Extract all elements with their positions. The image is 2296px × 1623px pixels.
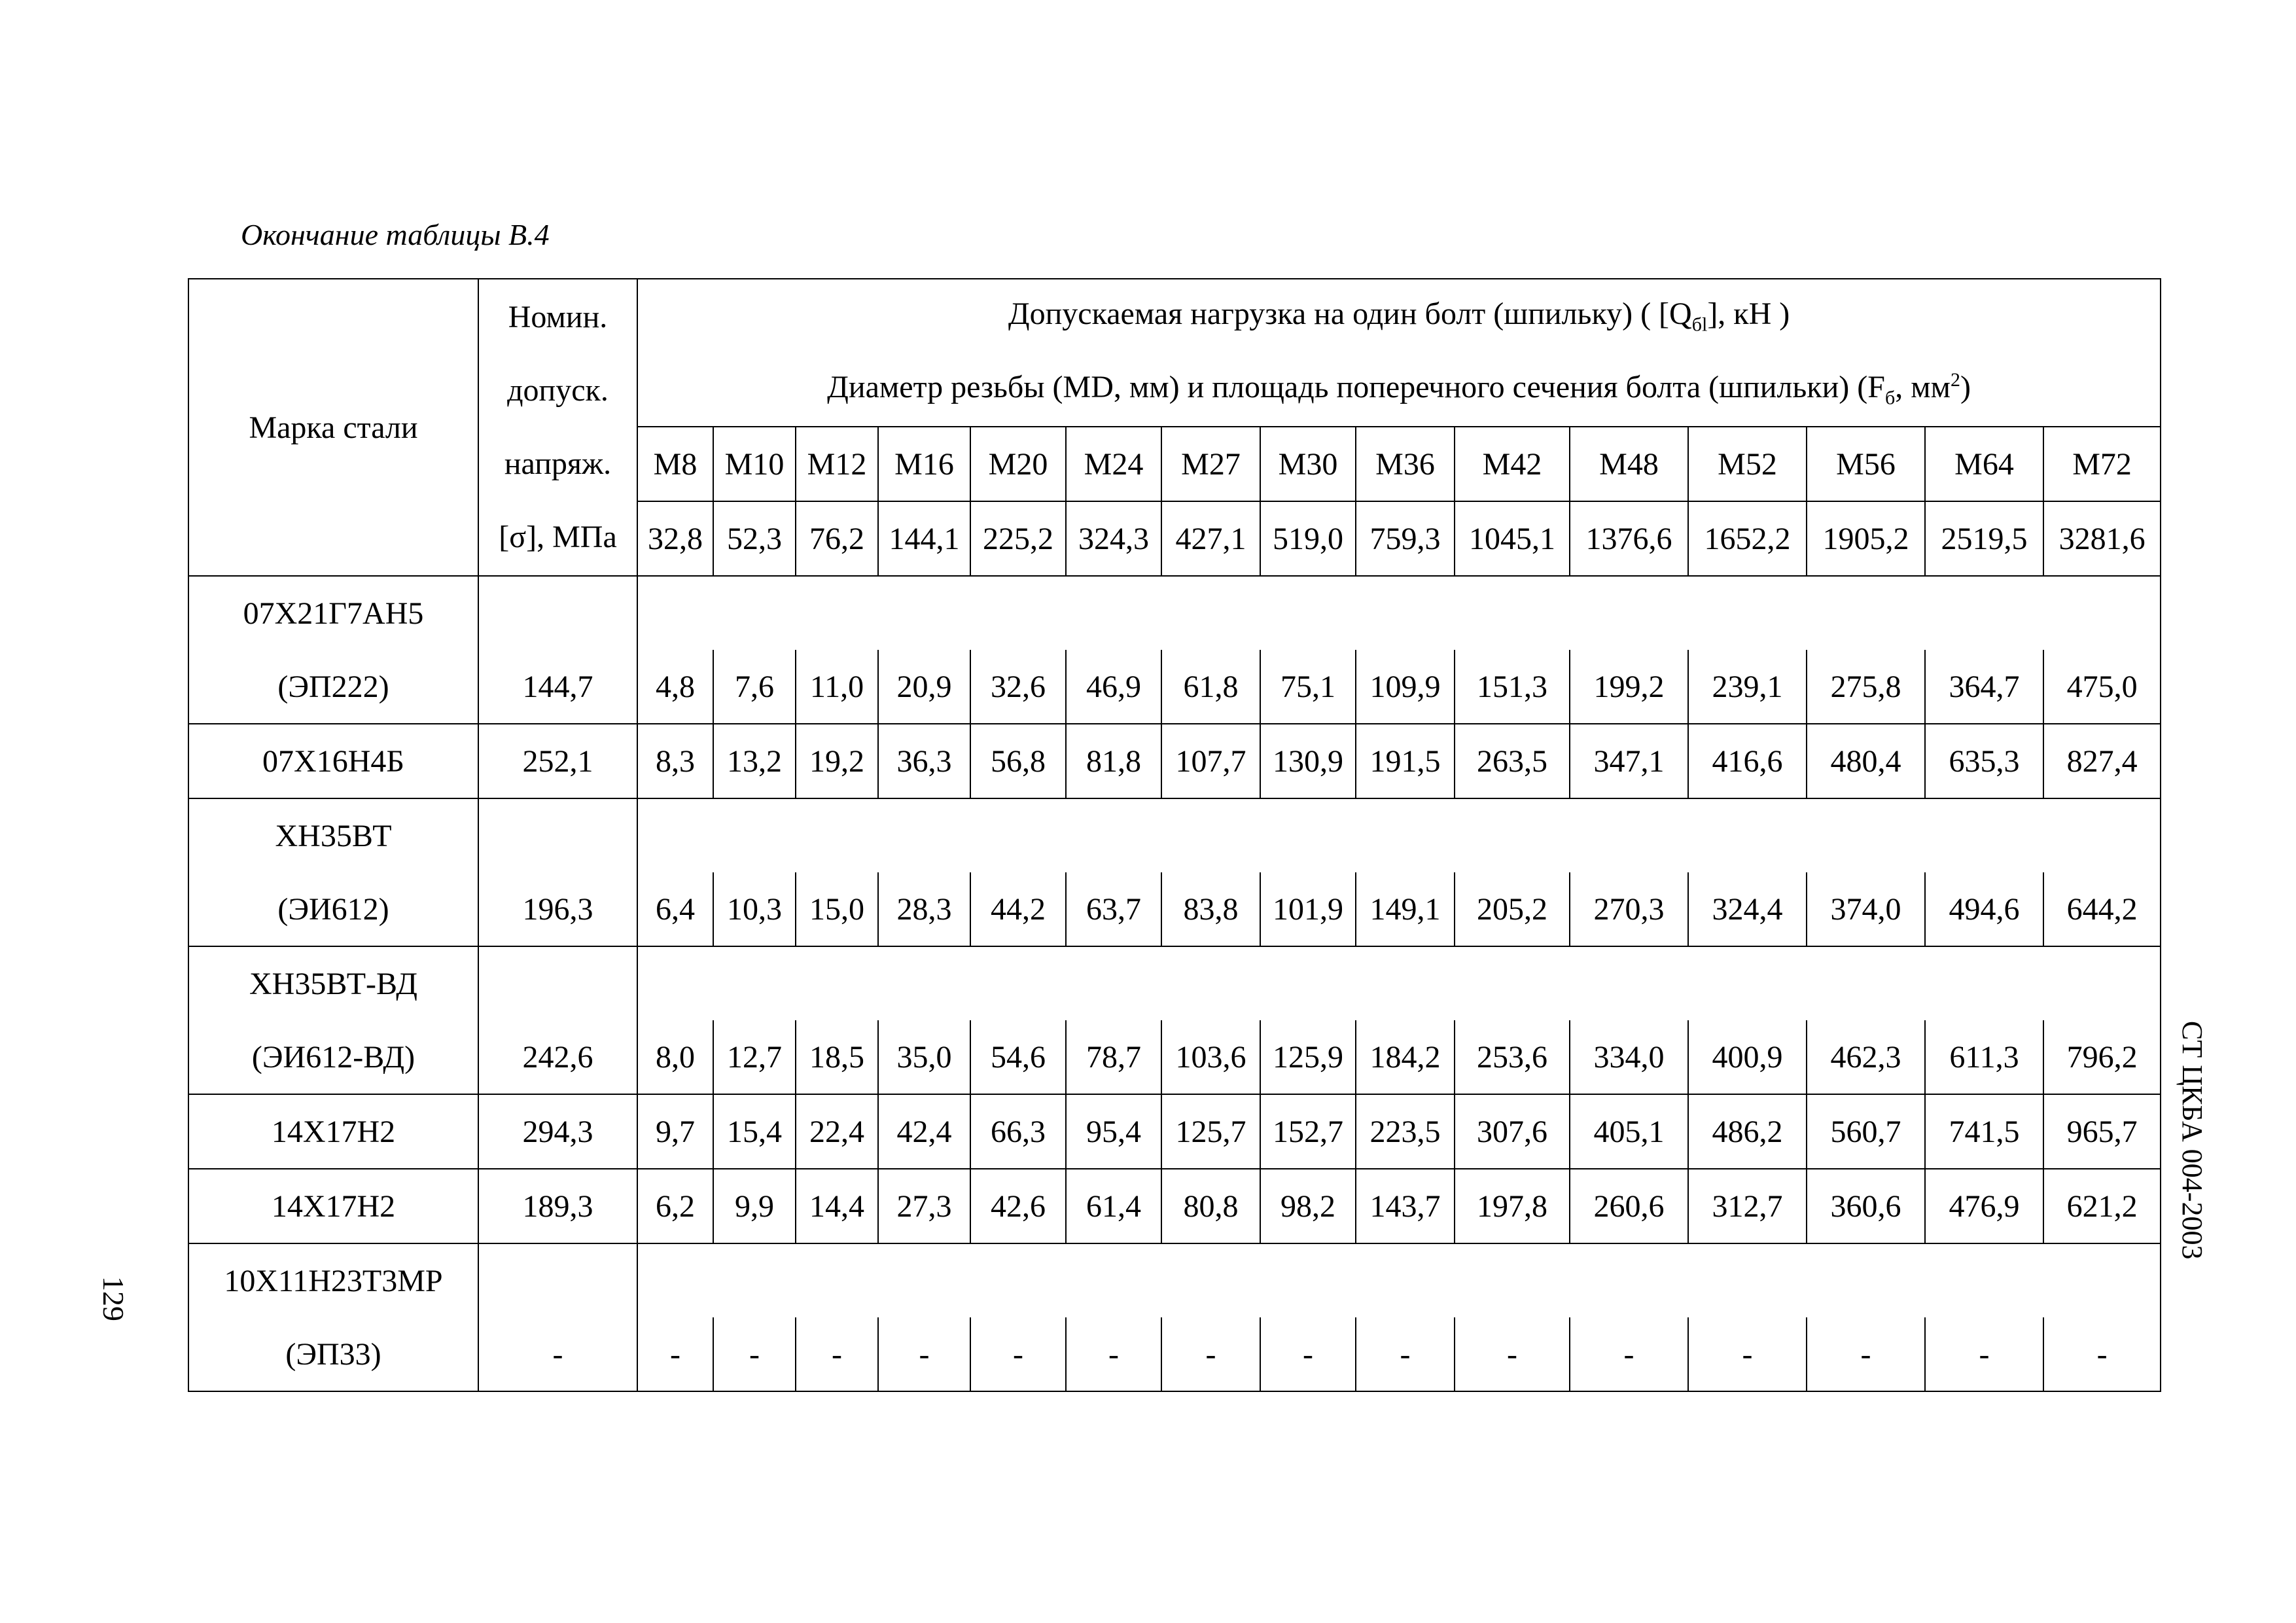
load-value: 476,9 <box>1925 1169 2043 1243</box>
load-value: 15,0 <box>796 872 878 946</box>
table-row <box>188 576 2161 650</box>
thread-size-header: M16 <box>878 427 970 501</box>
load-value: 9,7 <box>637 1094 713 1169</box>
cross-section-area: 32,8 <box>637 501 713 576</box>
table-row <box>188 946 2161 1020</box>
thread-size-header: M20 <box>970 427 1066 501</box>
steel-grade-alt: (ЭИ612-ВД) <box>188 1020 478 1094</box>
table-row <box>188 724 2161 798</box>
load-value: 18,5 <box>796 1020 878 1094</box>
thread-size-header: M12 <box>796 427 878 501</box>
table-row <box>188 798 2161 872</box>
load-value: 364,7 <box>1925 650 2043 724</box>
load-value: 324,4 <box>1688 872 1807 946</box>
load-value: - <box>1570 1317 1688 1391</box>
load-value: 83,8 <box>1161 872 1260 946</box>
load-value: 197,8 <box>1455 1169 1570 1243</box>
header-allowable-stress: Номин. допуск. напряж. [σ], МПа <box>478 279 637 576</box>
thread-size-header: M52 <box>1688 427 1807 501</box>
load-value: 12,7 <box>713 1020 796 1094</box>
values-blank <box>637 1243 2161 1317</box>
load-value: 312,7 <box>1688 1169 1807 1243</box>
load-value: 965,7 <box>2043 1094 2161 1169</box>
load-value: 107,7 <box>1161 724 1260 798</box>
stress-blank <box>478 576 637 650</box>
steel-grade: 07Х16Н4Б <box>188 724 478 798</box>
load-value: 8,3 <box>637 724 713 798</box>
load-value: 109,9 <box>1356 650 1455 724</box>
load-value: 98,2 <box>1260 1169 1356 1243</box>
steel-grade: 07Х21Г7АН5 <box>188 576 478 650</box>
load-value: 494,6 <box>1925 872 2043 946</box>
load-value: 66,3 <box>970 1094 1066 1169</box>
load-value: - <box>796 1317 878 1391</box>
load-value: 360,6 <box>1807 1169 1925 1243</box>
load-value: 95,4 <box>1066 1094 1161 1169</box>
thread-size-header: M10 <box>713 427 796 501</box>
load-value: 4,8 <box>637 650 713 724</box>
thread-size-header: M72 <box>2043 427 2161 501</box>
header-steel-grade: Марка стали <box>188 279 478 576</box>
load-value: 14,4 <box>796 1169 878 1243</box>
load-value: - <box>1807 1317 1925 1391</box>
cross-section-area: 52,3 <box>713 501 796 576</box>
load-value: 22,4 <box>796 1094 878 1169</box>
steel-grade-alt: (ЭП33) <box>188 1317 478 1391</box>
load-value: 35,0 <box>878 1020 970 1094</box>
load-value: 11,0 <box>796 650 878 724</box>
load-value: - <box>970 1317 1066 1391</box>
load-value: 400,9 <box>1688 1020 1807 1094</box>
load-value: 13,2 <box>713 724 796 798</box>
table-row <box>188 1317 2161 1391</box>
steel-grade: ХН35ВТ <box>188 798 478 872</box>
load-value: 405,1 <box>1570 1094 1688 1169</box>
thread-size-header: M8 <box>637 427 713 501</box>
thread-size-header: M42 <box>1455 427 1570 501</box>
load-value: 334,0 <box>1570 1020 1688 1094</box>
cross-section-area: 3281,6 <box>2043 501 2161 576</box>
cross-section-area: 324,3 <box>1066 501 1161 576</box>
cross-section-area: 2519,5 <box>1925 501 2043 576</box>
document-code: СТ ЦКБА 004-2003 <box>2176 1021 2208 1260</box>
load-value: - <box>1161 1317 1260 1391</box>
thread-size-header: M27 <box>1161 427 1260 501</box>
stress-blank <box>478 1243 637 1317</box>
load-value: 101,9 <box>1260 872 1356 946</box>
load-value: 223,5 <box>1356 1094 1455 1169</box>
cross-section-area: 225,2 <box>970 501 1066 576</box>
steel-grade: 14Х17Н2 <box>188 1169 478 1243</box>
load-value: 741,5 <box>1925 1094 2043 1169</box>
steel-grade-alt: (ЭП222) <box>188 650 478 724</box>
load-value: 143,7 <box>1356 1169 1455 1243</box>
load-value: 275,8 <box>1807 650 1925 724</box>
table-row <box>188 872 2161 946</box>
load-value: 6,2 <box>637 1169 713 1243</box>
load-value: 270,3 <box>1570 872 1688 946</box>
values-blank <box>637 798 2161 872</box>
load-value: 644,2 <box>2043 872 2161 946</box>
load-value: 239,1 <box>1688 650 1807 724</box>
load-value: 253,6 <box>1455 1020 1570 1094</box>
load-value: 8,0 <box>637 1020 713 1094</box>
load-value: 560,7 <box>1807 1094 1925 1169</box>
steel-grade: 14Х17Н2 <box>188 1094 478 1169</box>
load-value: 81,8 <box>1066 724 1161 798</box>
table-caption: Окончание таблицы В.4 <box>241 218 550 251</box>
stress-blank <box>478 946 637 1020</box>
header-diameter-title: Диаметр резьбы (MD, мм) и площадь поперечного сечения болта (шпильки) ($F_б$, $мм^2$) <box>637 353 2161 427</box>
load-value: 796,2 <box>2043 1020 2161 1094</box>
steel-grade: ХН35ВТ-ВД <box>188 946 478 1020</box>
load-value: 635,3 <box>1925 724 2043 798</box>
load-value: 827,4 <box>2043 724 2161 798</box>
load-value: 184,2 <box>1356 1020 1455 1094</box>
load-value: 32,6 <box>970 650 1066 724</box>
thread-size-header: M24 <box>1066 427 1161 501</box>
load-value: 374,0 <box>1807 872 1925 946</box>
load-value: - <box>1925 1317 2043 1391</box>
load-value: 61,8 <box>1161 650 1260 724</box>
load-value: 149,1 <box>1356 872 1455 946</box>
load-value: 9,9 <box>713 1169 796 1243</box>
allowable-stress: 189,3 <box>478 1169 637 1243</box>
load-value: 78,7 <box>1066 1020 1161 1094</box>
load-value: 63,7 <box>1066 872 1161 946</box>
load-value: 20,9 <box>878 650 970 724</box>
load-value: 205,2 <box>1455 872 1570 946</box>
load-value: 125,7 <box>1161 1094 1260 1169</box>
thread-size-header: M36 <box>1356 427 1455 501</box>
load-value: - <box>713 1317 796 1391</box>
stress-blank <box>478 798 637 872</box>
load-value: 151,3 <box>1455 650 1570 724</box>
cross-section-area: 519,0 <box>1260 501 1356 576</box>
table-row <box>188 1243 2161 1317</box>
load-value: 416,6 <box>1688 724 1807 798</box>
load-value: 44,2 <box>970 872 1066 946</box>
values-blank <box>637 946 2161 1020</box>
thread-size-header: M30 <box>1260 427 1356 501</box>
load-value: - <box>2043 1317 2161 1391</box>
load-value: 6,4 <box>637 872 713 946</box>
load-value: 307,6 <box>1455 1094 1570 1169</box>
load-value: 347,1 <box>1570 724 1688 798</box>
thread-size-header: M64 <box>1925 427 2043 501</box>
load-value: 611,3 <box>1925 1020 2043 1094</box>
load-value: 56,8 <box>970 724 1066 798</box>
load-value: - <box>1260 1317 1356 1391</box>
load-value: 80,8 <box>1161 1169 1260 1243</box>
load-value: 28,3 <box>878 872 970 946</box>
load-value: - <box>878 1317 970 1391</box>
load-value: 191,5 <box>1356 724 1455 798</box>
load-value: 36,3 <box>878 724 970 798</box>
allowable-stress: 294,3 <box>478 1094 637 1169</box>
load-value: 10,3 <box>713 872 796 946</box>
load-value: 61,4 <box>1066 1169 1161 1243</box>
cross-section-area: 759,3 <box>1356 501 1455 576</box>
table-row <box>188 1169 2161 1243</box>
load-value: 19,2 <box>796 724 878 798</box>
load-value: 46,9 <box>1066 650 1161 724</box>
load-value: - <box>1455 1317 1570 1391</box>
load-value: - <box>1688 1317 1807 1391</box>
cross-section-area: 1652,2 <box>1688 501 1807 576</box>
cross-section-area: 76,2 <box>796 501 878 576</box>
thread-size-header: M56 <box>1807 427 1925 501</box>
thread-size-header: M48 <box>1570 427 1688 501</box>
load-value: 260,6 <box>1570 1169 1688 1243</box>
load-value: 462,3 <box>1807 1020 1925 1094</box>
load-value: 54,6 <box>970 1020 1066 1094</box>
allowable-stress: 242,6 <box>478 1020 637 1094</box>
allowable-stress: 144,7 <box>478 650 637 724</box>
load-value: 42,6 <box>970 1169 1066 1243</box>
table-row <box>188 1020 2161 1094</box>
load-value: 75,1 <box>1260 650 1356 724</box>
load-value: 42,4 <box>878 1094 970 1169</box>
load-value: 475,0 <box>2043 650 2161 724</box>
table-row <box>188 1094 2161 1169</box>
steel-grade: 10Х11Н23Т3МР <box>188 1243 478 1317</box>
load-value: 263,5 <box>1455 724 1570 798</box>
allowable-stress: 196,3 <box>478 872 637 946</box>
table-row <box>188 650 2161 724</box>
header-load-title: Допускаемая нагрузка на один болт (шпильку) ( $[Q_{бl}]$, кН ) <box>637 279 2161 353</box>
load-value: 27,3 <box>878 1169 970 1243</box>
allowable-stress: - <box>478 1317 637 1391</box>
load-value: - <box>637 1317 713 1391</box>
cross-section-area: 1905,2 <box>1807 501 1925 576</box>
load-value: - <box>1066 1317 1161 1391</box>
load-value: 7,6 <box>713 650 796 724</box>
load-value: 130,9 <box>1260 724 1356 798</box>
load-value: - <box>1356 1317 1455 1391</box>
load-value: 152,7 <box>1260 1094 1356 1169</box>
cross-section-area: 1376,6 <box>1570 501 1688 576</box>
load-value: 15,4 <box>713 1094 796 1169</box>
cross-section-area: 144,1 <box>878 501 970 576</box>
allowable-load-table <box>188 278 2161 1392</box>
page-number: 129 <box>97 1276 130 1321</box>
steel-grade-alt: (ЭИ612) <box>188 872 478 946</box>
load-value: 199,2 <box>1570 650 1688 724</box>
values-blank <box>637 576 2161 650</box>
allowable-stress: 252,1 <box>478 724 637 798</box>
load-value: 621,2 <box>2043 1169 2161 1243</box>
load-value: 125,9 <box>1260 1020 1356 1094</box>
cross-section-area: 427,1 <box>1161 501 1260 576</box>
header-row-title <box>188 279 2161 353</box>
cross-section-area: 1045,1 <box>1455 501 1570 576</box>
load-value: 103,6 <box>1161 1020 1260 1094</box>
load-value: 480,4 <box>1807 724 1925 798</box>
load-value: 486,2 <box>1688 1094 1807 1169</box>
